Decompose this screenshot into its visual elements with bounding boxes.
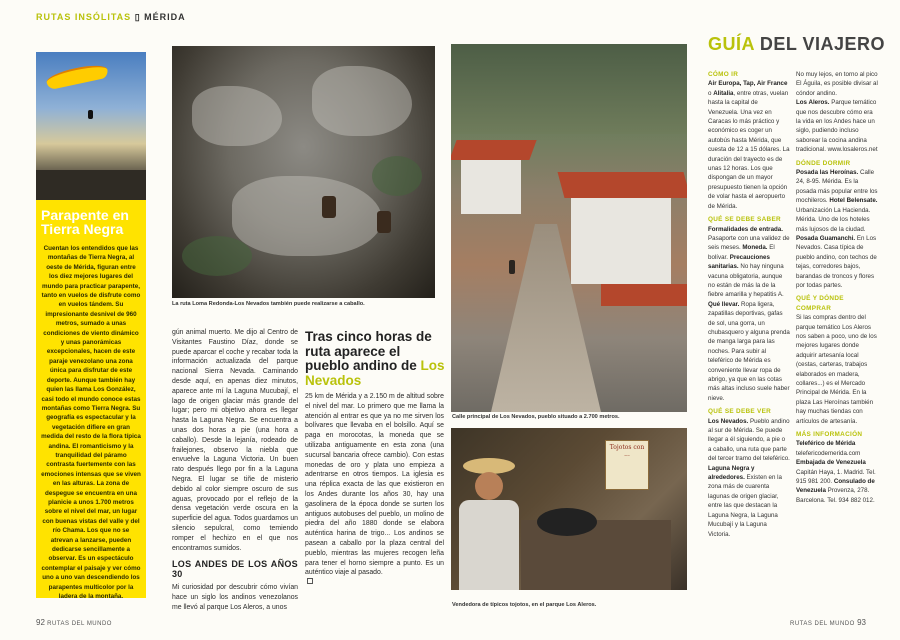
headline-highlight: Los Nevados	[305, 358, 445, 388]
house-wall-shape	[461, 154, 521, 214]
guide-title-b: DEL VIAJERO	[759, 34, 886, 54]
roof-shape	[601, 284, 687, 306]
guide-bold: Posada Guamanchi.	[796, 234, 856, 242]
page-number: 92	[36, 618, 45, 627]
vegetation-shape	[372, 156, 422, 196]
walker-shape	[509, 260, 515, 274]
roof-shape	[558, 172, 687, 198]
sidebar-text: Cuentan los entendidos que las montañas de Tierra Negra, al oeste de Mérida, figuran entre los diez mejores lugares del mundo para practicar parapente, tanto en vuelos de disfrute como en vuelos tándem. Su impresionante desnivel de 960 metros, sumado a unas condiciones de viento dinámico y unas panorámicas excepcionales, hacen de este paraje venezolano una zona única para disfrutar de este deporte. Aunque también hay quien las llama Los González, casi todo el mundo conoce estas montañas como Tierra Negra. Su geografía es espectacular y la vegetación difiere en gran medida del resto de la flora típica andina. El romanticismo y la tranquilidad del páramo contrasta fuertemente con las emociones intensas que se viven en las alturas. La zona de despegue se encuentra en una planicie a unos 1.700 metros sobre el nivel del mar, un lugar con buenas vistas del valle y del río Chama. Los que no se atrevan a lanzarse, pueden dedicarse sencillamente a observar. Es un espectáculo contemplar el paisaje y ver cómo uno a uno van descendiendo los parapentes multicolor por la ladera de la montaña.	[41, 245, 141, 601]
guide-column-1	[708, 70, 790, 539]
article-paragraph: gún animal muerto. Me dijo al Centro de Visitantes Faustino Díaz, donde se puede aparcar el coche y recabar toda la información actualizada del parque nacional Sierra Nevada. Caminando desde aquí, en apenas diez minutos, aparece ante mí la Laguna Mucubají, el lago de origen glaciar más grande del lugar; pero mi objetivo ahora es llegar hasta la Laguna Negra. Se encuentra a unas dos horas a pie (una hora a caballo). Desde la lejanía, rodeado de frailejones, observo la niebla que envuelve la Laguna Victoria. Un buen rato después llego por fin a la Laguna Negra. El lugar se tiñe de misterio debido al color siempre oscuro de sus aguas, provocado por el reflejo de la densa vegetación verde oscura en la superficie del agua. Todos guardamos un silencio sepulcral, como temiendo romper el hechizo en el que nos encontramos sumidos.	[172, 329, 298, 552]
guide-text: No hay ninguna vacuna obligatoria, aunque no están de más la de la fiebre amarilla y hepatitis A.	[708, 263, 784, 299]
guide-heading: CÓMO IR	[708, 71, 739, 78]
mountain-ground-shape	[36, 170, 146, 200]
rock-shape	[312, 66, 412, 136]
face-shape	[475, 472, 503, 500]
paragliding-sidebar	[36, 200, 146, 601]
guide-bold: Precauciones sanitarias.	[708, 253, 770, 271]
article-column-2	[305, 392, 444, 588]
roof-shape	[451, 140, 537, 160]
article-paragraph: Mi curiosidad por descubrir cómo vivían hace un siglo los andinos venezolanos me llevó al parque Los Aleros, a unos	[172, 583, 298, 611]
article-paragraph: 25 km de Mérida y a 2.150 m de altitud sobre el nivel del mar. Lo primero que me llama la atención al entrar es que ya no me sirven los bolívares que llevaba en el bolsillo. Aquí se paga en morocotas, la moneda que se utilizaba antiguamente en esta zona (una sucursal bancaria ofrece cambio). Con estas monedas de oro y plata uno empieza a adentrarse en otros tiempos. La iglesia es una réplica exacta de las que existieron en los Andes durante los años 30, hay una gasolinera de la época donde se surten los antiguos autobuses del pueblo, un molino de piedra del año 1880 donde se elabora auténtica harina de trigo... Los andinos se pasean a caballo por la plaza central del pueblo, mientras las mujeres recogen leña para tener el horno siempre a punto. Es un auténtico viaje al pasado.	[305, 393, 444, 577]
guide-text: En Los Nevados. Casa típica de pueblo andino, con techos de tejas, corredores bajos, barandas de troncos y flores por todas partes.	[796, 234, 877, 289]
hillside-shape	[451, 44, 687, 134]
guide-paragraph	[708, 417, 790, 539]
blouse-shape	[459, 500, 519, 590]
section-subhead: LOS ANDES DE LOS AÑOS 30	[172, 559, 298, 580]
guide-text: Pasaporte con una validez de seis meses.	[708, 234, 790, 252]
pan-shape	[537, 508, 597, 536]
photo-caption: Vendedora de típicos tojotos, en el parque Los Aleros.	[452, 602, 597, 608]
sidebar-title: Parapente en Tierra Negra	[41, 207, 129, 237]
guide-paragraph	[796, 168, 878, 290]
guide-heading: MÁS INFORMACIÓN	[796, 431, 863, 439]
guide-text: , entre otras, vuelan hasta la capital de Venezuela. Una vez en Caracas lo más práctico y económico es coger un autobús hasta Mérida, que cuesta de 12 a 15 dólares. La duración del trayecto es de unas 12 horas. Los que dispongan de un mayor presupuesto tienen la opción de volar hasta el aeropuerto de Mérida.	[708, 89, 790, 210]
guide-bold: Air Europa, Tap, Air France	[708, 80, 788, 88]
article-headline	[305, 330, 445, 388]
rider-shape	[377, 211, 391, 233]
guide-bold: Hotel Belensate.	[829, 197, 878, 205]
guide-heading: QUÉ SE DEBE VER	[708, 408, 772, 416]
section-header	[36, 12, 186, 23]
magazine-name: RUTAS DEL MUNDO	[790, 621, 855, 627]
horse-trail-photo	[172, 46, 435, 298]
rock-shape	[192, 86, 282, 146]
guide-text: Provenza, 278. Barcelona. Tel. 934 882 012.	[796, 487, 875, 504]
guide-bold: Posada las Heroínas.	[796, 169, 859, 177]
tojotos-sign: Tojotos con ...	[605, 440, 649, 490]
guide-paragraph	[796, 98, 878, 154]
rock-shape	[232, 176, 382, 256]
footer-right	[790, 618, 866, 627]
guide-bold: Qué llevar.	[708, 300, 740, 308]
guide-link[interactable]: telefericodemerida.com	[796, 449, 861, 457]
village-street-photo	[451, 44, 687, 412]
guide-bold: Formalidades de entrada.	[708, 225, 783, 233]
headline-text: Tras cinco horas de ruta aparece el pueblo andino de	[305, 329, 432, 373]
guide-bold: Laguna Negra y alrededores.	[708, 464, 755, 482]
magazine-name: RUTAS DEL MUNDO	[47, 621, 112, 627]
section-place: MÉRIDA	[144, 12, 186, 22]
rider-shape	[322, 196, 336, 218]
paragliding-photo	[36, 52, 146, 200]
guide-bold: Embajada de Venezuela	[796, 459, 866, 467]
guide-paragraph: Si las compras dentro del parque temático Los Aleros nos saben a poco, uno de los mejores lugares donde adquirir artesanía local (cestas, carteras, trabajos elaborados en madera, collares...) es el Mercado Principal de Mérida. En la plaza Las Heroínas también hay muchas tiendas con artículos de artesanía.	[796, 314, 877, 425]
guide-paragraph	[708, 79, 790, 211]
guide-bold: Alitalia	[713, 89, 734, 97]
guide-bold: Los Nevados.	[708, 417, 749, 425]
vendor-photo	[451, 428, 687, 590]
guide-paragraph	[708, 225, 790, 404]
guide-bold: Teleférico de Mérida	[796, 440, 856, 448]
article-column-1	[172, 328, 298, 612]
guide-heading: QUÉ Y DÓNDE COMPRAR	[796, 295, 844, 312]
guide-link[interactable]: www.losaleros.net	[827, 146, 878, 154]
end-mark-icon	[307, 578, 313, 584]
house-wall-shape	[571, 194, 671, 284]
guide-bold: Los Aleros.	[796, 99, 830, 107]
guide-title	[708, 34, 885, 55]
page-number: 93	[857, 618, 866, 627]
guide-column-2	[796, 70, 878, 505]
guide-text: o	[708, 89, 712, 97]
guide-text: Ropa ligera, zapatillas deportivas, gafas de sol, una gorra, un chubasquero y alguna prenda de manga larga para las noches. Para subir al teleférico de Mérida es conveniente llevar ropa de abrigo, ya que en las cotas más altas incluso suele haber nieve.	[708, 300, 790, 402]
guide-title-a: GUÍA	[708, 34, 755, 54]
guide-paragraph: No muy lejos, en torno al pico El Águila, es posible divisar al cóndor andino.	[796, 71, 878, 97]
guide-heading: DÓNDE DORMIR	[796, 159, 851, 167]
guide-text: Capitán Haya, 1. Madrid. Tel. 915 981 200.	[796, 468, 876, 486]
guide-heading: QUÉ SE DEBE SABER	[708, 216, 781, 224]
guide-text: Parque temático que nos descubre cómo era la vida en los Andes hace un siglo, pudiendo incluso saborear la cocina andina tradicional.	[796, 99, 877, 154]
guide-text: El bolívar.	[708, 244, 775, 261]
header-separator: ▯	[134, 12, 141, 22]
guide-text: Pueblo andino al sur de Mérida. Se puede llegar a él siguiendo, a pie o a caballo, una ruta que parte del tercer tramo del teleférico.	[708, 417, 790, 463]
paraglider-wing-shape	[45, 62, 109, 91]
paraglider-pilot-shape	[88, 110, 93, 119]
vegetation-shape	[182, 236, 252, 276]
photo-caption: La ruta Loma Redonda-Los Nevados también puede realizarse a caballo.	[172, 301, 365, 307]
guide-bold: Consulado de Venezuela	[796, 478, 875, 495]
guide-paragraph	[796, 439, 878, 505]
section-name: RUTAS INSÓLITAS	[36, 12, 132, 22]
guide-text: Existen en la zona más de cuarenta lagunas de origen glaciar, entre las que destacan la Laguna Negra, la Laguna Mucubají y la Laguna Victoria.	[708, 474, 782, 538]
footer-left	[36, 618, 112, 627]
guide-text: Urbanización La Hacienda. Mérida. Uno de los hoteles más lujosos de la ciudad.	[796, 206, 871, 233]
photo-caption: Calle principal de Los Nevados, pueblo situado a 2.700 metros.	[452, 414, 620, 420]
guide-bold: Moneda.	[742, 244, 768, 252]
guide-text: Calle 24, 8-95. Mérida. Es la posada más popular entre los mochileros.	[796, 169, 878, 205]
